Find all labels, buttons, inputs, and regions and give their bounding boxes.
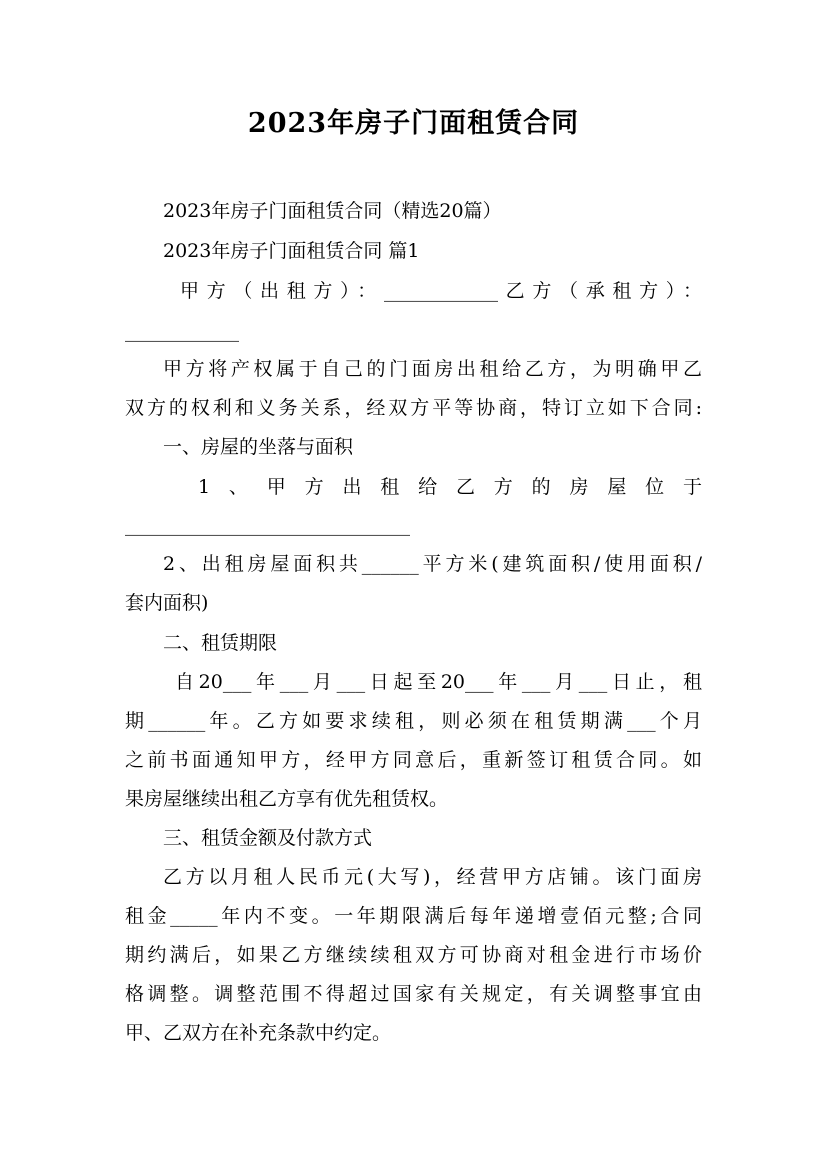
paragraph-line: 期约满后，如果乙方继续续租双方可协商对租金进行市场价	[125, 944, 702, 966]
paragraph-line: 之前书面通知甲方，经甲方同意后，重新签订租赁合同。如	[125, 749, 702, 771]
paragraph-line: 2、出租房屋面积共______平方米(建筑面积/使用面积/	[163, 553, 702, 575]
address-blank-line: ______________________________	[125, 514, 410, 536]
paragraph-line: 套内面积)	[125, 592, 209, 614]
paragraph-line: 格调整。调整范围不得超过国家有关规定，有关调整事宜由	[125, 983, 702, 1005]
paragraph-line: 甲、乙双方在补充条款中约定。	[125, 1022, 392, 1044]
paragraph-line: 租金_____年内不变。一年期限满后每年递增壹佰元整;合同	[125, 905, 702, 927]
paragraph-line: 乙方以月租人民币元(大写)，经营甲方店铺。该门面房	[163, 866, 702, 888]
parties-line: 甲方（出租方）：____________乙方（承租方）：	[180, 280, 702, 302]
paragraph-line: 果房屋继续出租乙方享有优先租赁权。	[125, 788, 449, 810]
subtitle-line: 2023年房子门面租赁合同（精选20篇）	[163, 200, 502, 222]
clause-heading: 一、房屋的坐落与面积	[163, 436, 354, 458]
paragraph-line: 期______年。乙方如要求续租，则必须在租赁期满___个月	[125, 710, 702, 732]
clause-heading: 三、租赁金额及付款方式	[163, 827, 373, 849]
paragraph-line: 甲方将产权属于自己的门面房出租给乙方，为明确甲乙	[163, 358, 702, 380]
paragraph-line: 双方的权利和义务关系，经双方平等协商，特订立如下合同:	[125, 397, 702, 419]
paragraph-line: 1、甲方出租给乙方的房屋位于	[198, 476, 702, 498]
paragraph-line: 自20___年___月___日起至20___年___月___日止，租	[175, 671, 702, 693]
clause-heading: 二、租赁期限	[163, 632, 278, 654]
document-title: 2023年房子门面租赁合同	[247, 108, 580, 139]
party-b-blank-line: ____________	[125, 320, 239, 342]
section-heading: 2023年房子门面租赁合同 篇1	[163, 240, 420, 262]
